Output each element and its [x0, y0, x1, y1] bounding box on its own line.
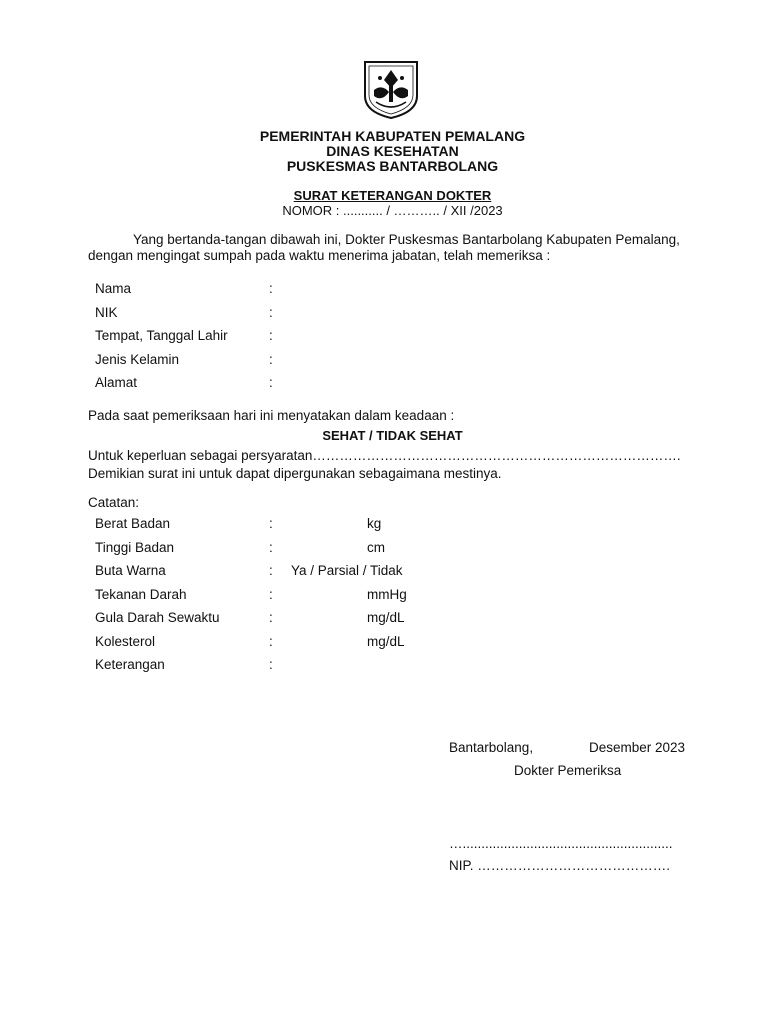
regency-emblem-logo: [362, 58, 420, 120]
note-colon: :: [269, 563, 273, 578]
header-puskesmas: PUSKESMAS BANTARBOLANG: [286, 158, 499, 174]
signature-place: Bantarbolang,: [449, 740, 534, 755]
field-colon: :: [269, 281, 273, 296]
note-colon: :: [269, 516, 273, 531]
field-label-birth: Tempat, Tanggal Lahir: [95, 328, 228, 343]
intro-line-2: dengan mengingat sumpah pada waktu menerima jabatan, telah memeriksa :: [88, 248, 551, 263]
field-colon: :: [269, 305, 273, 320]
note-options-colorblind: Ya / Parsial / Tidak: [291, 563, 403, 578]
closing-statement: Demikian surat ini untuk dapat dipergunakan sebagaimana mestinya.: [88, 466, 502, 481]
field-label-gender: Jenis Kelamin: [95, 352, 180, 367]
note-unit-cholesterol: mg/dL: [367, 634, 405, 649]
field-colon: :: [269, 352, 273, 367]
field-label-nik: NIK: [95, 305, 118, 320]
note-colon: :: [269, 540, 273, 555]
letter-number: NOMOR : ........... / ……….. / XII /2023: [282, 203, 503, 218]
note-colon: :: [269, 610, 273, 625]
exam-result: SEHAT / TIDAK SEHAT: [322, 428, 463, 443]
field-colon: :: [269, 375, 273, 390]
field-label-address: Alamat: [95, 375, 138, 390]
note-colon: :: [269, 657, 273, 672]
note-label-blood-sugar: Gula Darah Sewaktu: [95, 610, 220, 625]
note-unit-blood-sugar: mg/dL: [367, 610, 405, 625]
note-label-cholesterol: Kolesterol: [95, 634, 156, 649]
intro-line-1: Yang bertanda-tangan dibawah ini, Dokter Puskesmas Bantarbolang Kabupaten Pemalang,: [133, 232, 680, 247]
note-unit-height: cm: [367, 540, 385, 555]
note-label-colorblind: Buta Warna: [95, 563, 166, 578]
field-colon: :: [269, 328, 273, 343]
letter-title: SURAT KETERANGAN DOKTER: [293, 188, 492, 203]
exam-purpose: Untuk keperluan sebagai persyaratan……………………………………………………………………….: [88, 448, 681, 463]
note-unit-blood-pressure: mmHg: [367, 587, 407, 602]
note-colon: :: [269, 634, 273, 649]
note-colon: :: [269, 587, 273, 602]
header-government: PEMERINTAH KABUPATEN PEMALANG: [259, 128, 526, 144]
note-label-remarks: Keterangan: [95, 657, 165, 672]
notes-heading: Catatan:: [88, 495, 140, 510]
signature-role: Dokter Pemeriksa: [514, 763, 622, 778]
note-label-height: Tinggi Badan: [95, 540, 175, 555]
signature-date: Desember 2023: [589, 740, 686, 755]
note-label-weight: Berat Badan: [95, 516, 171, 531]
field-label-nama: Nama: [95, 281, 132, 296]
note-unit-weight: kg: [367, 516, 382, 531]
header-department: DINAS KESEHATAN: [326, 143, 459, 159]
exam-statement: Pada saat pemeriksaan hari ini menyatakan dalam keadaan :: [88, 408, 455, 423]
signature-nip: NIP. …………………………………….: [449, 858, 671, 873]
signature-name-line: …........................................................: [449, 836, 673, 851]
note-label-blood-pressure: Tekanan Darah: [95, 587, 187, 602]
